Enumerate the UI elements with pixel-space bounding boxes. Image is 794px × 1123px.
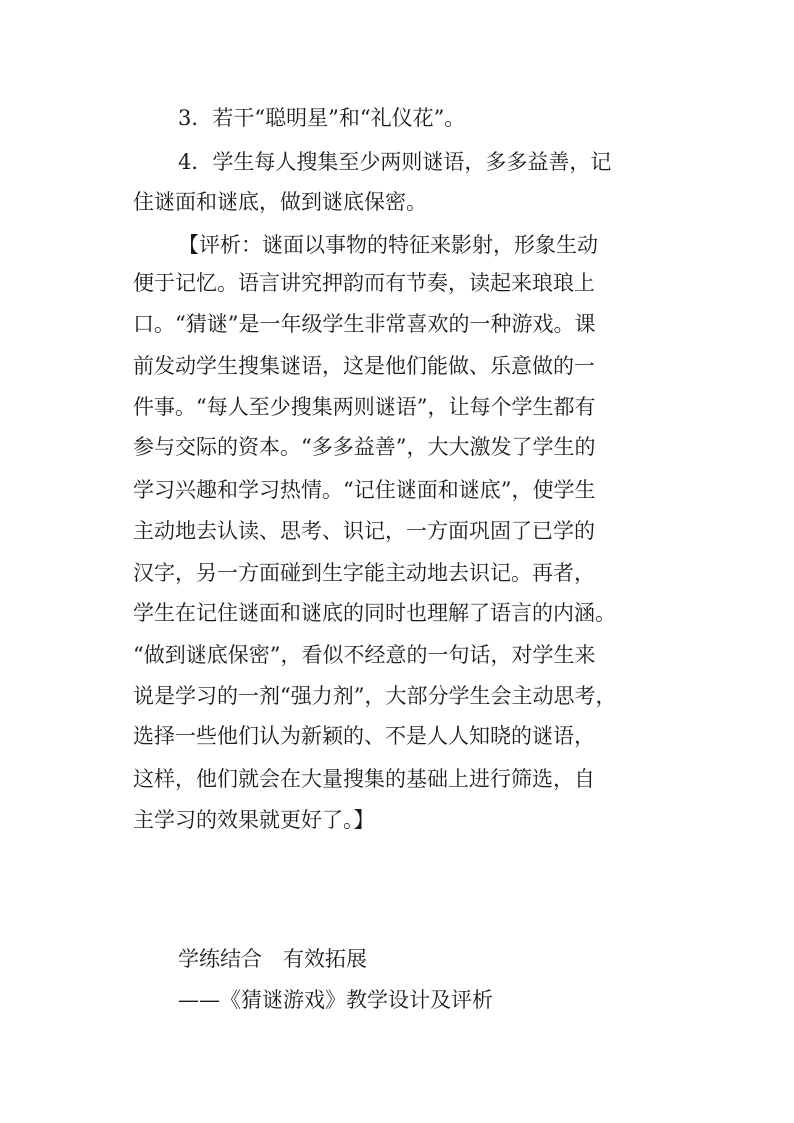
comment-line: “做到谜底保密”，看似不经意的一句话，对学生来	[133, 643, 596, 667]
comment-line: 主动地去认读、思考、识记，一方面巩固了已学的	[133, 519, 595, 543]
next-section-title: 学练结合 有效拓展	[178, 947, 367, 971]
comment-line: 【评析：谜面以事物的特征来影射，形象生动	[178, 233, 598, 257]
material-item-3: 3．若干“聪明星”和“礼仪花”。	[178, 106, 466, 130]
material-item-4-cont: 住谜面和谜底，做到谜底保密。	[133, 190, 427, 214]
comment-line: 学生在记住谜面和谜底的同时也理解了语言的内涵。	[133, 601, 616, 625]
material-item-4: 4．学生每人搜集至少两则谜语，多多益善，记	[178, 150, 612, 174]
comment-line: 口。“猜谜”是一年级学生非常喜欢的一种游戏。课	[133, 312, 596, 336]
comment-line: 学习兴趣和学习热情。“记住谜面和谜底”，使学生	[133, 478, 596, 502]
comment-line: 选择一些他们认为新颖的、不是人人知晓的谜语，	[133, 724, 595, 748]
comment-line: 参与交际的资本。“多多益善”，大大激发了学生的	[133, 435, 596, 459]
comment-line: 汉字，另一方面碰到生字能主动地去识记。再者，	[133, 561, 595, 585]
comment-line: 主学习的效果就更好了。】	[133, 808, 375, 832]
comment-line: 这样，他们就会在大量搜集的基础上进行筛选，自	[133, 767, 595, 791]
comment-line: 前发动学生搜集谜语，这是他们能做、乐意做的一	[133, 354, 595, 378]
next-section-subtitle: ——《猜谜游戏》教学设计及评析	[178, 988, 493, 1012]
comment-line: 便于记忆。语言讲究押韵而有节奏，读起来琅琅上	[133, 271, 595, 295]
comment-line: 件事。“每人至少搜集两则谜语”，让每个学生都有	[133, 395, 596, 419]
comment-line: 说是学习的一剂“强力剂”，大部分学生会主动思考，	[133, 684, 617, 708]
